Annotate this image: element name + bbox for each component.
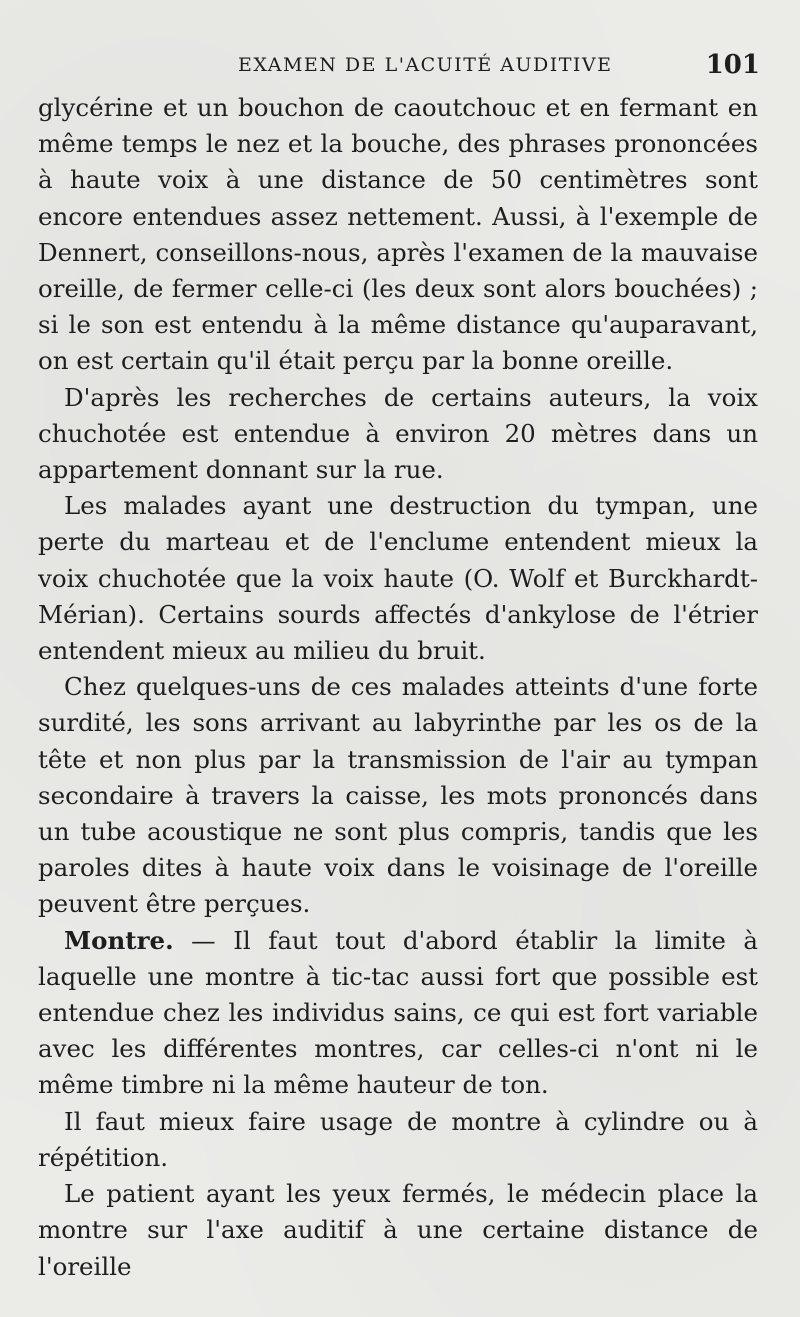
run-in-heading: Montre. (64, 925, 174, 955)
paragraph-tympanum: Les malades ayant une destruction du tympan, une perte du marteau et de l'enclume entendent mieux la voix chuchotée que la voix haute (O. Wolf et Burckhardt-Mérian). Certains sourds affectés d'ankylose de l'étrier entendent mieux au milieu du bruit. (38, 491, 758, 666)
body-text (38, 90, 758, 1285)
paragraph-patient: Le patient ayant les yeux fermés, le médecin place la montre sur l'axe auditif à une certaine distance de l'oreille (38, 1179, 758, 1281)
paragraph-continuation: glycérine et un bouchon de caoutchouc et en fermant en même temps le nez et la bouche, des phrases prononcées à haute voix à une distance de 50 centimètres sont encore entendues assez nettement. Aussi, à l'exemple de Dennert, conseillons-nous, après l'examen de la mauvaise oreille, de fermer celle-ci (les deux sont alors bouchées) ; si le son est entendu à la même distance qu'auparavant, on est certain qu'il était perçu par la bonne oreille. (38, 93, 758, 376)
paragraph-cylinder: Il faut mieux faire usage de montre à cylindre ou à répétition. (38, 1106, 758, 1172)
paragraph-voice-whisper: D'après les recherches de certains auteurs, la voix chuchotée est entendue à environ 20 mètres dans un appartement donnant sur la rue. (38, 382, 758, 485)
running-title: EXAMEN DE L'ACUITÉ AUDITIVE (238, 54, 613, 76)
page-number: 101 (705, 50, 760, 80)
running-head (38, 0, 758, 96)
paragraph-montre-text: — Il faut tout d'abord établir la limite à laquelle une montre à tic-tac aussi fort que possible est entendue chez les individus sains, ce qui est fort variable avec les différentes montres, car celles-ci n'ont ni le même timbre ni la même hauteur de ton. (38, 925, 758, 1100)
paragraph-deafness: Chez quelques-uns de ces malades atteints d'une forte surdité, les sons arrivant au labyrinthe par les os de la tête et non plus par la transmission de l'air au tympan secondaire à travers la caisse, les mots prononcés dans un tube acoustique ne sont plus compris, tandis que les paroles dites à haute voix dans le voisinage de l'oreille peuvent être perçues. (38, 672, 758, 919)
paragraph-montre (38, 923, 758, 1104)
